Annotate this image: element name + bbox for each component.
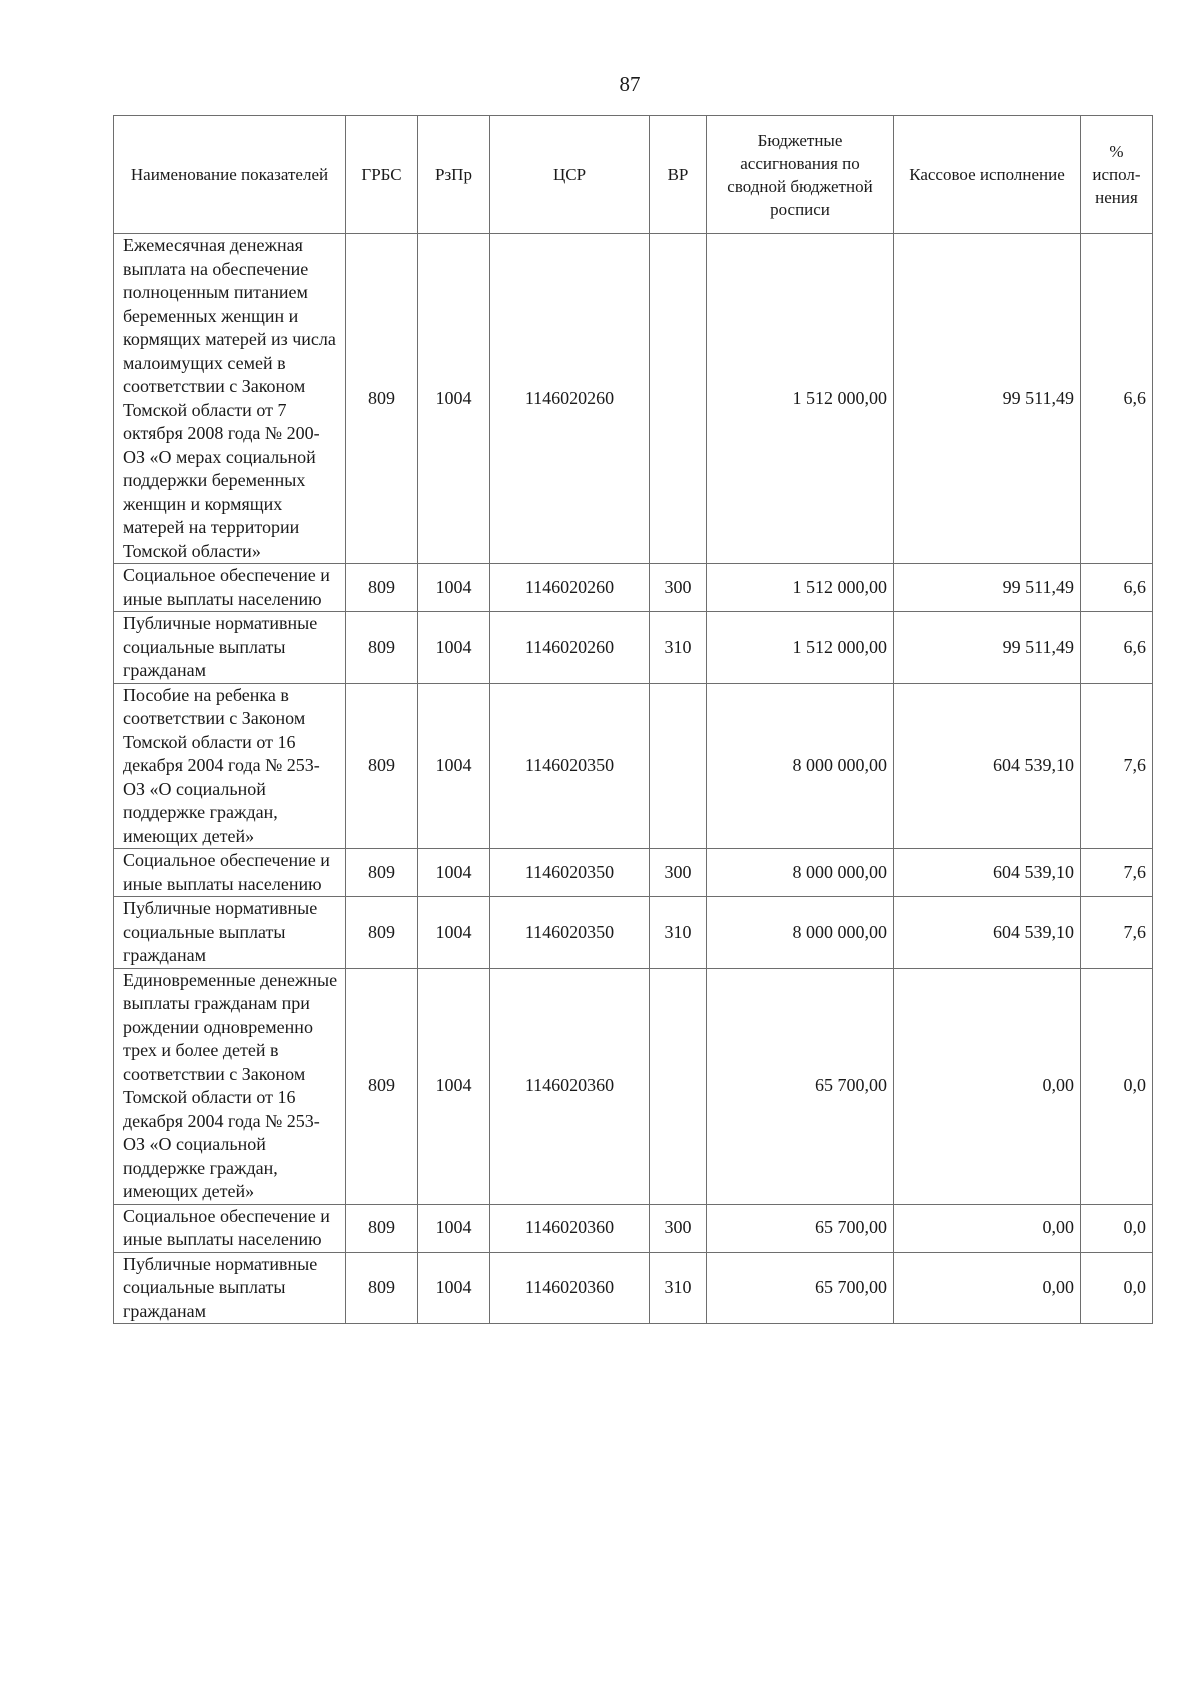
row-name: Социальное обеспечение и иные выплаты населению — [114, 849, 346, 897]
row-vr — [650, 234, 707, 564]
row-rzpr: 1004 — [418, 612, 490, 684]
row-grbs: 809 — [346, 564, 418, 612]
row-rzpr: 1004 — [418, 849, 490, 897]
row-rzpr: 1004 — [418, 968, 490, 1204]
row-execution: 0,00 — [894, 1204, 1081, 1252]
table-row — [114, 1204, 1153, 1252]
row-csr: 1146020350 — [490, 683, 650, 849]
row-vr: 310 — [650, 897, 707, 969]
row-grbs: 809 — [346, 1252, 418, 1324]
row-allocation: 65 700,00 — [707, 1204, 894, 1252]
header-allocation: Бюджетные ассигнования по сводной бюджетной росписи — [707, 116, 894, 234]
row-allocation: 65 700,00 — [707, 1252, 894, 1324]
row-percent: 7,6 — [1081, 849, 1153, 897]
table-row — [114, 234, 1153, 564]
row-vr: 310 — [650, 1252, 707, 1324]
row-percent: 6,6 — [1081, 234, 1153, 564]
row-percent: 7,6 — [1081, 683, 1153, 849]
row-csr: 1146020360 — [490, 968, 650, 1204]
row-allocation: 1 512 000,00 — [707, 612, 894, 684]
row-rzpr: 1004 — [418, 1204, 490, 1252]
row-grbs: 809 — [346, 968, 418, 1204]
row-allocation: 8 000 000,00 — [707, 897, 894, 969]
row-vr: 300 — [650, 1204, 707, 1252]
row-percent: 7,6 — [1081, 897, 1153, 969]
table-row — [114, 897, 1153, 969]
row-execution: 99 511,49 — [894, 612, 1081, 684]
row-csr: 1146020350 — [490, 849, 650, 897]
row-rzpr: 1004 — [418, 1252, 490, 1324]
row-csr: 1146020260 — [490, 612, 650, 684]
row-grbs: 809 — [346, 897, 418, 969]
row-csr: 1146020360 — [490, 1204, 650, 1252]
row-grbs: 809 — [346, 612, 418, 684]
row-allocation: 8 000 000,00 — [707, 683, 894, 849]
table-row — [114, 612, 1153, 684]
row-percent: 6,6 — [1081, 564, 1153, 612]
row-rzpr: 1004 — [418, 683, 490, 849]
row-vr — [650, 968, 707, 1204]
header-vr: ВР — [650, 116, 707, 234]
row-allocation: 65 700,00 — [707, 968, 894, 1204]
row-name: Социальное обеспечение и иные выплаты населению — [114, 564, 346, 612]
row-percent: 0,0 — [1081, 1204, 1153, 1252]
row-percent: 0,0 — [1081, 968, 1153, 1204]
table-row — [114, 849, 1153, 897]
row-rzpr: 1004 — [418, 564, 490, 612]
row-allocation: 1 512 000,00 — [707, 234, 894, 564]
row-vr: 310 — [650, 612, 707, 684]
header-grbs: ГРБС — [346, 116, 418, 234]
row-rzpr: 1004 — [418, 897, 490, 969]
row-csr: 1146020360 — [490, 1252, 650, 1324]
row-name: Публичные нормативные социальные выплаты гражданам — [114, 612, 346, 684]
row-name: Социальное обеспечение и иные выплаты населению — [114, 1204, 346, 1252]
row-vr: 300 — [650, 849, 707, 897]
row-name: Единовременные денежные выплаты гражданам при рождении одновременно трех и более детей в соответствии с Законом Томской области от 16 декабря 2004 года № 253-ОЗ «О социальной поддержке граждан, имеющих детей» — [114, 968, 346, 1204]
row-csr: 1146020260 — [490, 564, 650, 612]
row-percent: 6,6 — [1081, 612, 1153, 684]
table-row — [114, 968, 1153, 1204]
page-number: 87 — [619, 72, 641, 96]
header-execution: Кассовое исполнение — [894, 116, 1081, 234]
row-grbs: 809 — [346, 849, 418, 897]
row-percent: 0,0 — [1081, 1252, 1153, 1324]
row-grbs: 809 — [346, 683, 418, 849]
header-rzpr: РзПр — [418, 116, 490, 234]
row-grbs: 809 — [346, 1204, 418, 1252]
table-row — [114, 564, 1153, 612]
row-execution: 99 511,49 — [894, 234, 1081, 564]
row-name: Ежемесячная денежная выплата на обеспечение полноценным питанием беременных женщин и кормящих матерей из числа малоимущих семей в соответствии с Законом Томской области от 7 октября 2008 года № 200-ОЗ «О мерах социальной поддержки беременных женщин и кормящих матерей на территории Томской области» — [114, 234, 346, 564]
row-csr: 1146020260 — [490, 234, 650, 564]
row-grbs: 809 — [346, 234, 418, 564]
row-execution: 604 539,10 — [894, 897, 1081, 969]
budget-execution-table — [113, 115, 1153, 1324]
table-row — [114, 683, 1153, 849]
header-name: Наименование показателей — [114, 116, 346, 234]
row-execution: 0,00 — [894, 968, 1081, 1204]
row-vr — [650, 683, 707, 849]
row-vr: 300 — [650, 564, 707, 612]
row-name: Публичные нормативные социальные выплаты гражданам — [114, 897, 346, 969]
table-row — [114, 1252, 1153, 1324]
row-execution: 604 539,10 — [894, 683, 1081, 849]
header-percent: % испол-нения — [1081, 116, 1153, 234]
row-execution: 604 539,10 — [894, 849, 1081, 897]
row-name: Публичные нормативные социальные выплаты гражданам — [114, 1252, 346, 1324]
row-rzpr: 1004 — [418, 234, 490, 564]
row-name: Пособие на ребенка в соответствии с Законом Томской области от 16 декабря 2004 года № 253-ОЗ «О социальной поддержке граждан, имеющих детей» — [114, 683, 346, 849]
row-csr: 1146020350 — [490, 897, 650, 969]
row-allocation: 8 000 000,00 — [707, 849, 894, 897]
row-allocation: 1 512 000,00 — [707, 564, 894, 612]
row-execution: 99 511,49 — [894, 564, 1081, 612]
row-execution: 0,00 — [894, 1252, 1081, 1324]
table-header-row — [114, 116, 1153, 234]
header-csr: ЦСР — [490, 116, 650, 234]
